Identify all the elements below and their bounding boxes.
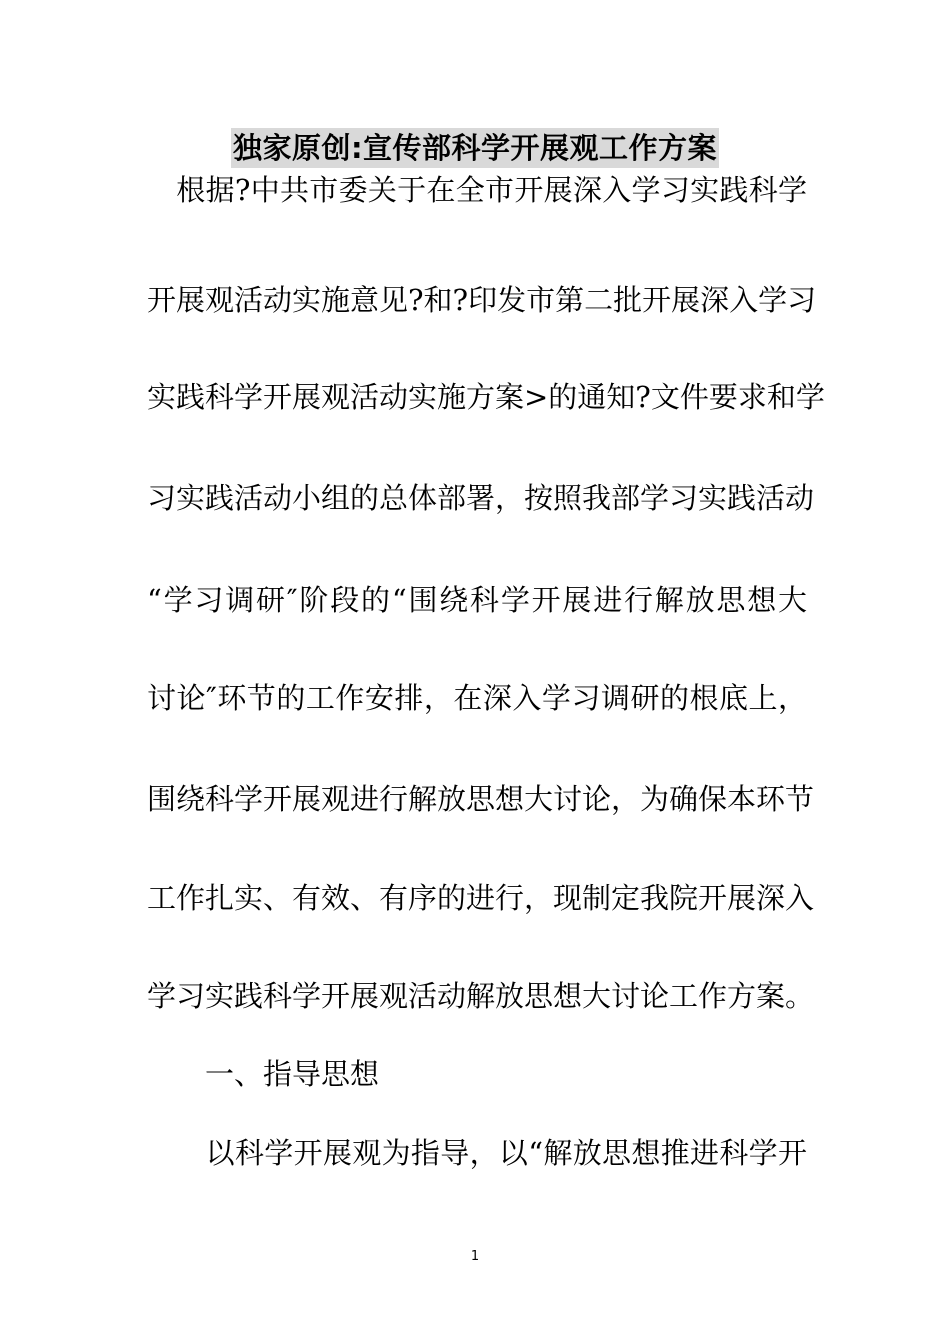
paragraph-line: 实践科学开展观活动实施方案>的通知?文件要求和学 [147, 380, 825, 414]
section-heading: 一、指导思想 [147, 1057, 380, 1091]
document-title: 独家原创:宣传部科学开展观工作方案 [231, 128, 719, 168]
paragraph-line: 讨论″环节的工作安排，在深入学习调研的根底上， [147, 681, 807, 715]
paragraph-line: 工作扎实、有效、有序的进行，现制定我院开展深入 [147, 881, 815, 915]
paragraph-line: 学习实践科学开展观活动解放思想大讨论工作方案。 [147, 979, 815, 1013]
page-number: 1 [470, 1249, 480, 1264]
paragraph-line: 开展观活动实施意见?和?印发市第二批开展深入学习 [147, 283, 817, 317]
paragraph-line: 习实践活动小组的总体部署，按照我部学习实践活动 [147, 481, 815, 515]
paragraph-line: “学习调研″阶段的“围绕科学开展进行解放思想大 [147, 583, 807, 617]
paragraph-line: 以科学开展观为指导，以“解放思想推进科学开 [147, 1136, 807, 1170]
title-container [0, 128, 950, 168]
paragraph-line: 围绕科学开展观进行解放思想大讨论，为确保本环节 [147, 782, 815, 816]
paragraph-line: 根据?中共市委关于在全市开展深入学习实践科学 [147, 173, 807, 207]
